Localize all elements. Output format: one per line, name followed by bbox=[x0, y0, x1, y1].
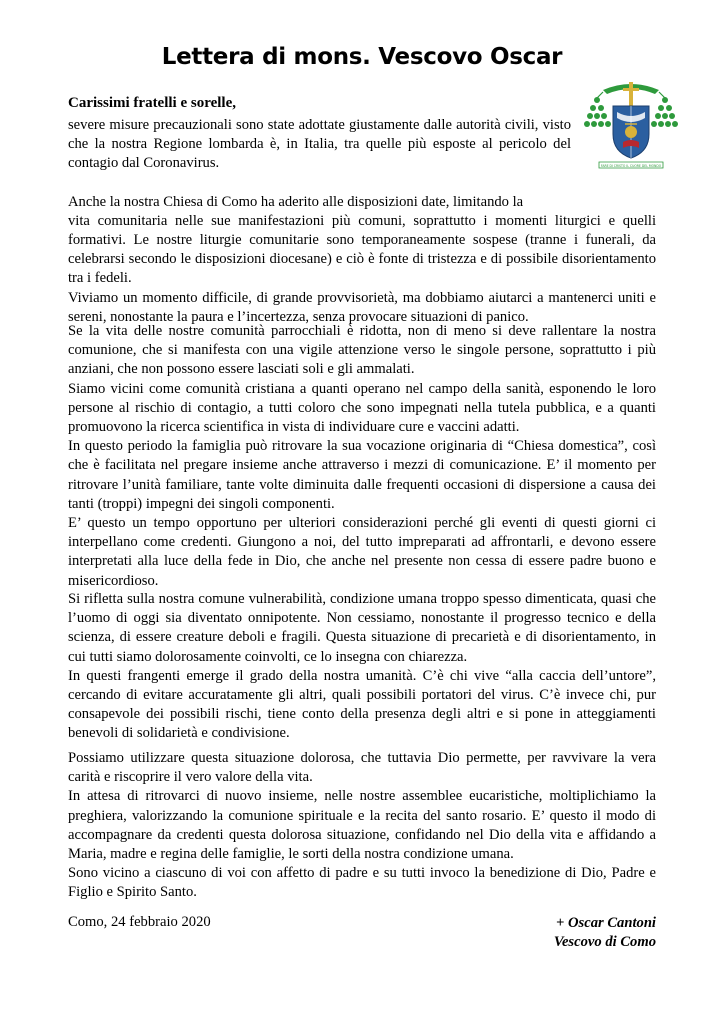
paragraph: vita comunitaria nelle sue manifestazioni più comuni, soprattutto i momenti liturgici e quelli formativi. Le nostre liturgie comunitarie sono temporaneamente sospese (tranne i funerali, da celebrarsi secondo le disposizioni diocesane) e ciò è fonte di tristezza e di possibile disorientamento tra i fedeli. bbox=[68, 212, 656, 287]
paragraph: Si rifletta sulla nostra comune vulnerabilità, condizione umana troppo spesso dimenticata, quasi che l’uomo di oggi sia diventato onnipotente. Non cessiamo, nonostante il progresso tecnico e della scienza, di essere creature deboli e fragili. Questa situazione di precarietà e di disorientamento, in cui tutti siamo dolorosamente coinvolti, ce lo insegna con chiarezza. bbox=[68, 591, 656, 665]
paragraph: In attesa di ritrovarci di nuovo insieme, nelle nostre assemblee eucaristiche, moltiplichiamo la preghiera, valorizzando la comunione spirituale e la recita del santo rosario. E’ questo il modo di accompagnare da credenti questa dolorosa situazione, confidando nel Dio della vita e affidando a Maria, madre e regina delle famiglie, le sorti della nostra condizione umana. bbox=[68, 788, 656, 863]
letter-body-middle bbox=[68, 322, 656, 591]
paragraph: Anche la nostra Chiesa di Como ha aderito alle disposizioni date, limitando la bbox=[68, 193, 524, 210]
paragraph: Sono vicino a ciascuno di voi con affetto di padre e su tutti invoco la benedizione di Dio, Padre e Figlio e Spirito Santo. bbox=[68, 865, 656, 901]
paragraph: Se la vita delle nostre comunità parrocchiali è ridotta, non di meno si deve rallentare la nostra comunione, che si manifesta con una vigile attenzione verso le singole persone, soprattutto i più anziani, che non possono essere lasciati soli e gli ammalati. bbox=[68, 323, 656, 378]
signature-name: + Oscar Cantoni bbox=[556, 915, 656, 931]
paragraph: Siamo vicini come comunità cristiana a quanti operano nel campo della sanità, esponendo le loro persone al rischio di contagio, a tutti coloro che sono impegnati nella tutela pubblica, e a quanti promuovono la ricerca scientifica in vista di individuare cure e vaccini adatti. bbox=[68, 380, 656, 436]
greeting: Carissimi fratelli e sorelle, bbox=[68, 95, 237, 111]
paragraph: In questi frangenti emerge il grado della nostra umanità. C’è chi vive “alla caccia dell’untore”, cercando di evitare accuratamente gli altri, quali possibili portatori del virus. C’è invece chi, pur consapevole dei possibili rischi, tiene conto della presenza degli altri e si pone in atteggiamenti benevoli di solidarietà e condivisione. bbox=[68, 667, 656, 742]
letter-body-closing bbox=[68, 749, 656, 903]
letter-body-top bbox=[68, 116, 656, 327]
page-title: Lettera di mons. Vescovo Oscar bbox=[161, 44, 563, 70]
letter-body-reflection bbox=[68, 590, 656, 744]
signature-role: Vescovo di Como bbox=[553, 934, 656, 950]
motto-text: FARE DI CRISTO IL CUORE DEL MONDO bbox=[600, 163, 662, 168]
paragraph: severe misure precauzionali sono state adottate giustamente dalle autorità civili, visto che la nostra Regione lombarda è, in Italia, tra quelle più esposte al pericolo del contagio dal Coronavirus. bbox=[68, 117, 571, 172]
paragraph: Viviamo un momento difficile, di grande provvisorietà, ma dobbiamo aiutarci a mantenerci uniti e sereni, nonostante la paura e l’incertezza, senza provocare situazioni di panico. bbox=[68, 289, 656, 325]
paragraph: Possiamo utilizzare questa situazione dolorosa, che tuttavia Dio permette, per ravvivare la vera carità e riscoprire il vero valore della vita. bbox=[68, 750, 656, 786]
signature-block bbox=[554, 914, 656, 952]
paragraph: In questo periodo la famiglia può ritrovare la sua vocazione originaria di “Chiesa domestica”, così che è facilitata nel pregare insieme anche attraverso i mezzi di comunicazione. E’ il momento per ritrovare l’unità familiare, tante volte diminuita dalle frequenti occasioni di dispersione a causa dei tanti (troppi) impegni dei singoli componenti. bbox=[68, 438, 656, 512]
place-and-date: Como, 24 febbraio 2020 bbox=[68, 914, 211, 930]
paragraph: E’ questo un tempo opportuno per ulteriori considerazioni perché gli eventi di questi giorni ci interpellano come credenti. Giungono a noi, del tutto impreparati ad affrontarli, e devono essere interpretati alla luce della fede in Dio, che anche nel presente non cessa di essere padre buono e misericordioso. bbox=[68, 515, 656, 589]
